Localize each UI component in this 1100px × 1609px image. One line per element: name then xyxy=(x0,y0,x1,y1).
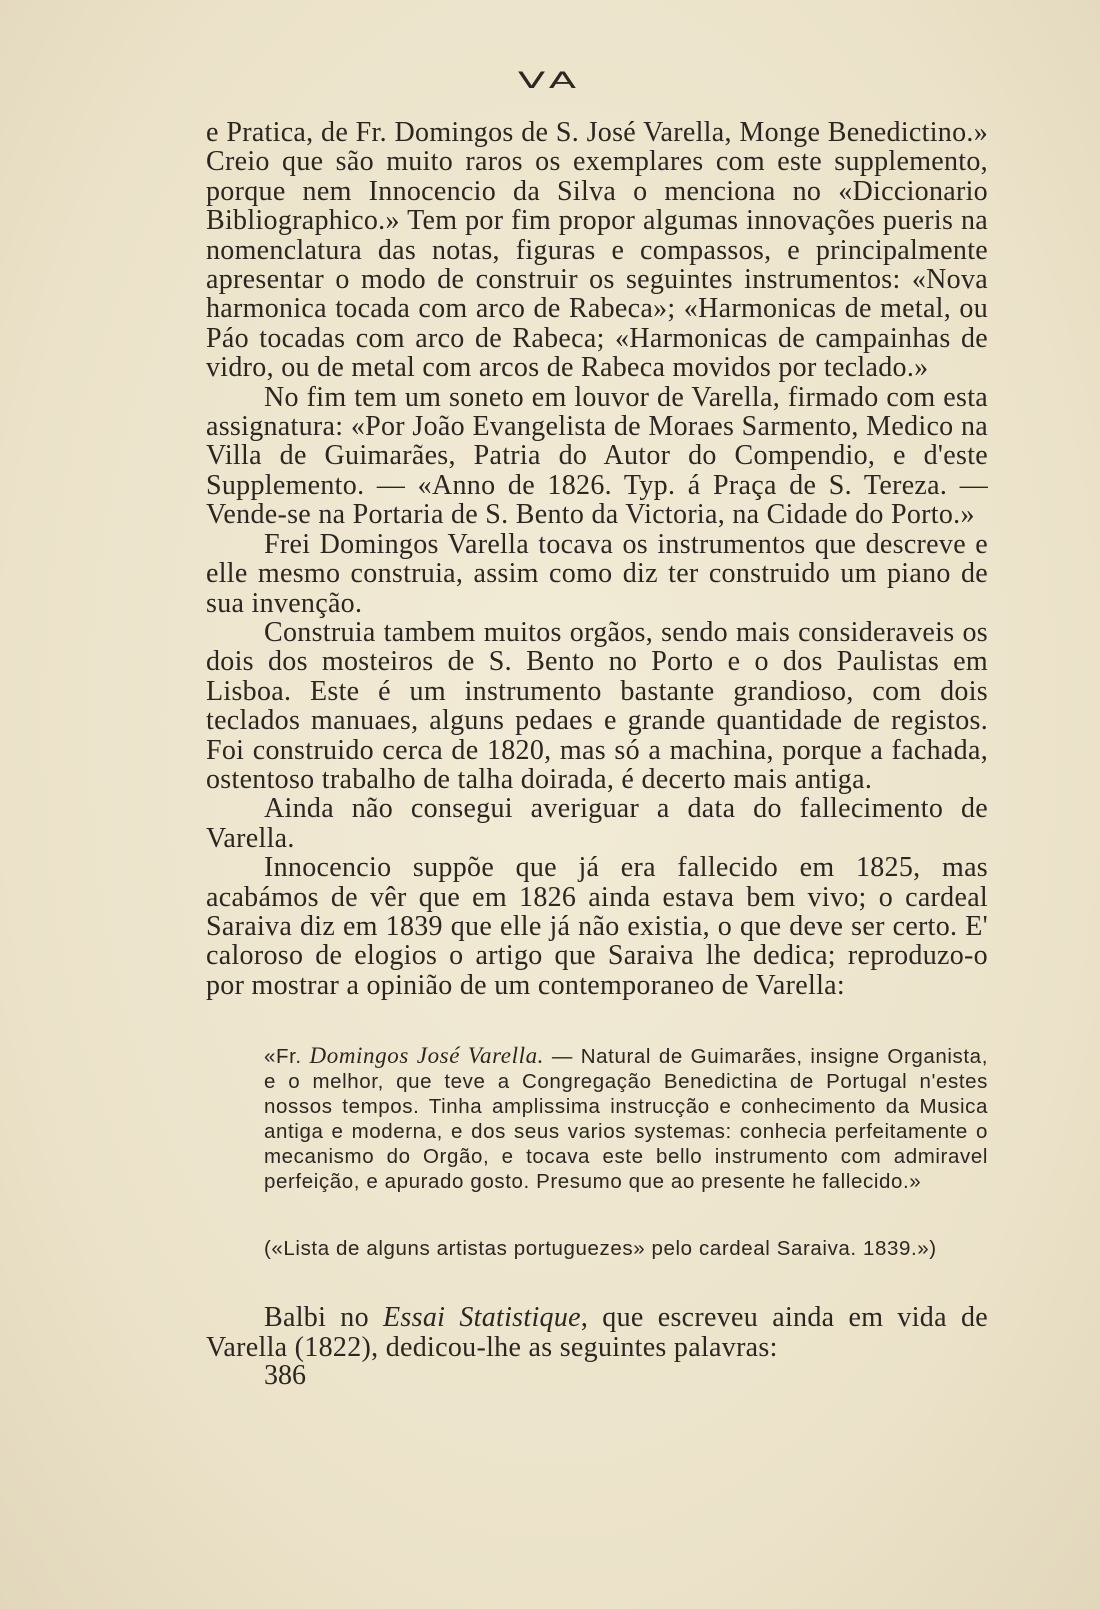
balbi-after: , que escreveu ainda em vida de Varella (1822), dedicou-lhe as seguintes palavras: xyxy=(206,1302,988,1363)
paragraph-3: Frei Domingos Varella tocava os instrumentos que descreve e elle mesmo construia, assim como diz ter construido um piano de sua invenção. xyxy=(206,528,988,619)
quote-source: («Lista de alguns artistas portuguezes» pelo cardeal Saraiva. 1839.») xyxy=(264,1237,937,1261)
paragraph-balbi xyxy=(206,1303,988,1362)
paragraph-4: Construia tambem muitos orgãos, sendo mais consideraveis os dois dos mosteiros de S. Bento no Porto e o dos Paulistas em Lisboa. Este é um instrumento bastante grandioso, com dois teclados manuaes, alguns pedaes e grande quantidade de registos. Foi construido cerca de 1820, mas só a machina, porque a fachada, ostentoso trabalho de talha doirada, é decerto mais antiga. xyxy=(206,616,988,795)
block-quote xyxy=(206,1043,988,1194)
paragraph-5: Ainda não consegui averiguar a data do fallecimento de Varella. xyxy=(206,793,988,854)
paragraph-1: e Pratica, de Fr. Domingos de S. José Varella, Monge Benedictino.» Creio que são muito raros os exemplares com este supplemento, porque nem Innocencio da Silva o menciona no «Diccionario Bibliographico.» Tem por fim propor algumas innovações pueris na nomenclatura das notas, figuras e compassos, e principalmente apresentar o modo de construir os seguintes instrumentos: «Nova harmonica tocada com arco de Rabeca»; «Harmonicas de metal, ou Páo tocadas com arco de Rabeca; «Harmonicas de campainhas de vidro, ou de metal com arcos de Rabeca movidos por teclado.» xyxy=(206,117,988,384)
paragraph-2: No fim tem um soneto em louvor de Varella, firmado com esta assignatura: «Por João Evangelista de Moraes Sarmento, Medico na Villa de Guimarães, Patria do Autor do Compendio, e d'este Supplemento. — «Anno de 1826. Typ. á Praça de S. Tereza. — Vende-se na Portaria de S. Bento da Victoria, na Cidade do Porto.» xyxy=(206,381,988,531)
page-body xyxy=(206,118,988,1390)
quote-open: «Fr. xyxy=(264,1045,310,1069)
quote-text: — Natural de Guimarães, insigne Organista, e o melhor, que teve a Congregação Benedictina de Portugal n'estes nossos tempos. Tinha amplissima instrucção e conhecimento da Musica antiga e moderna, e dos seus varios systemas: conhecia perfeitamente o mecanismo do Orgão, e tocava este bello instrumento com admiravel perfeição, e apurado gosto. Presumo que ao presente he fallecido.» xyxy=(264,1045,988,1194)
balbi-before: Balbi no xyxy=(264,1302,384,1334)
running-head: VA xyxy=(517,68,583,94)
page-number: 386 xyxy=(264,1360,306,1391)
quote-name: Domingos José Varella. xyxy=(309,1043,545,1069)
main-text xyxy=(206,118,988,1000)
balbi-title: Essai Statistique xyxy=(383,1302,581,1334)
paragraph-6: Innocencio suppõe que já era fallecido em 1825, mas acabámos de vêr que em 1826 ainda estava bem vivo; o cardeal Saraiva diz em 1839 que elle já não existia, o que deve ser certo. E' caloroso de elogios o artigo que Saraiva lhe dedica; reproduzo-o por mostrar a opinião de um contemporaneo de Varella: xyxy=(206,852,988,1001)
